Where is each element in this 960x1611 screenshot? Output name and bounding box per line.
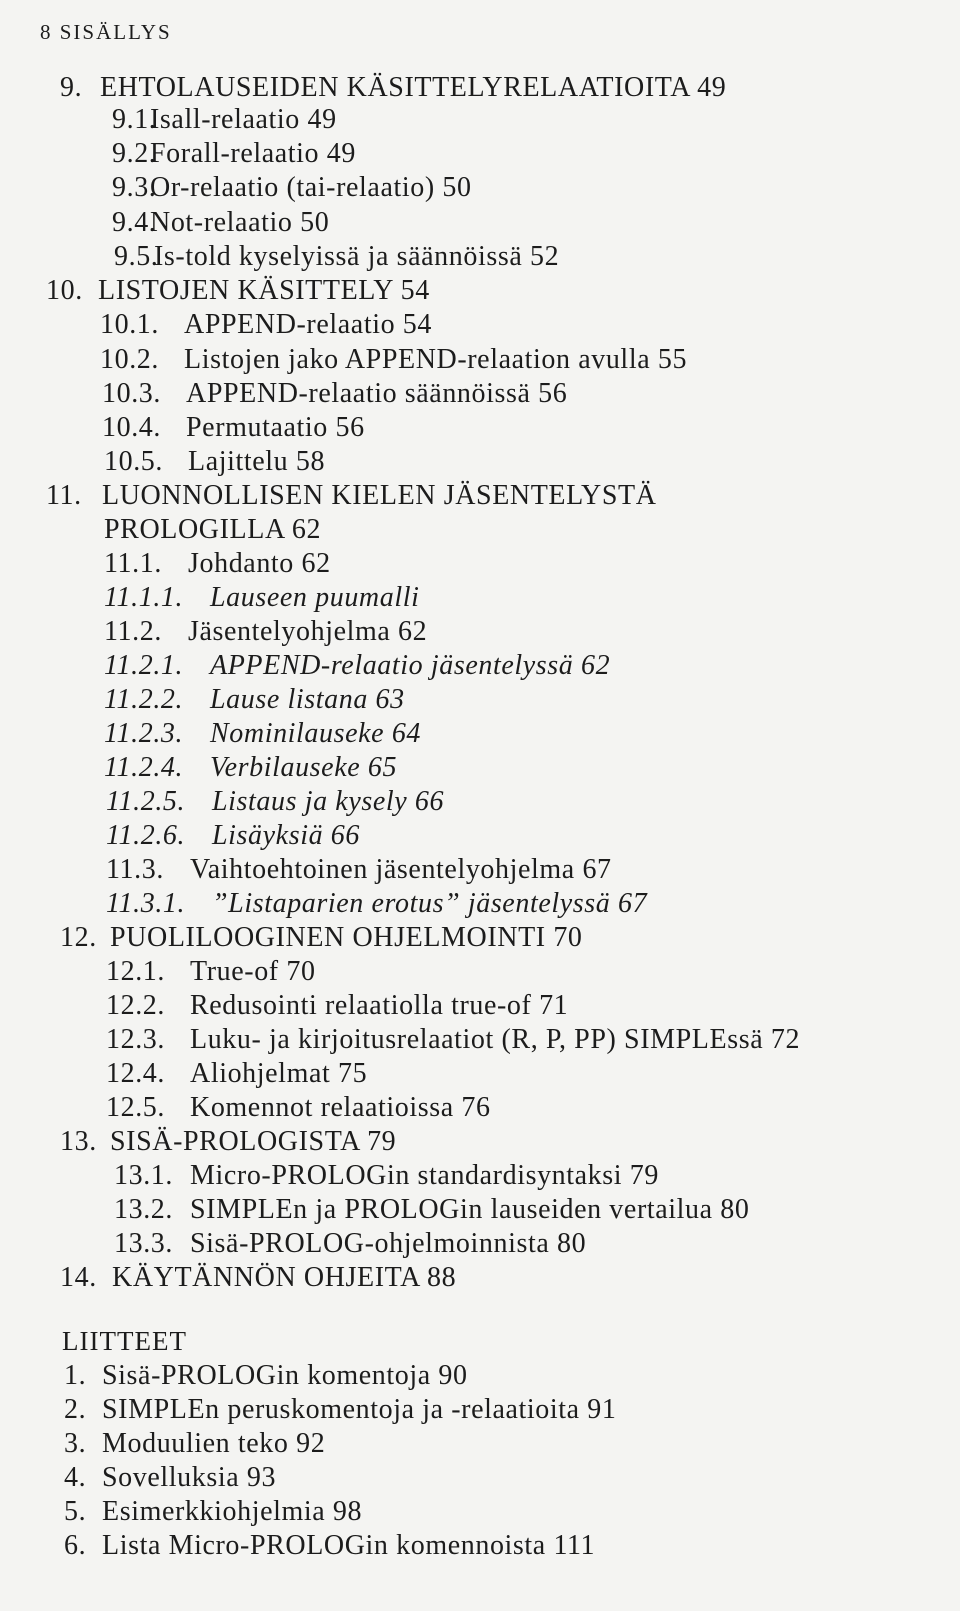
toc-number: 9. [60, 72, 83, 103]
toc-entry [114, 1160, 659, 1192]
toc-page-number: 54 [402, 309, 432, 340]
toc-number: 10.3. [102, 378, 161, 409]
toc-entry [104, 616, 427, 648]
toc-entry [106, 1092, 491, 1124]
toc-title: Listaus ja kysely [212, 786, 408, 817]
toc-page-number: 65 [367, 752, 398, 783]
appendix-page-number: 91 [587, 1394, 617, 1425]
toc-page-number: 56 [538, 378, 568, 409]
toc-number: 12.1. [106, 956, 165, 987]
appendix-number: 4. [64, 1462, 87, 1493]
toc-entry [60, 1262, 456, 1294]
toc-page-number: 70 [286, 956, 316, 987]
toc-title: True-of [190, 956, 279, 987]
appendix-page-number: 92 [296, 1428, 326, 1459]
toc-entry [106, 956, 316, 988]
toc-number: 10.5. [104, 446, 163, 477]
toc-title: Luku- ja kirjoitusrelaatiot (R, P, PP) SIMPLEssä [190, 1024, 764, 1055]
toc-title: Isall-relaatio [150, 104, 300, 135]
toc-title: Komennot relaatioissa [190, 1092, 454, 1123]
toc-page-number: 49 [697, 72, 727, 103]
toc-page-number: 54 [400, 275, 430, 306]
toc-page-number: 50 [442, 172, 472, 203]
toc-title: LUONNOLLISEN KIELEN JÄSENTELYSTÄ [102, 480, 657, 511]
appendix-page-number: 90 [438, 1360, 468, 1391]
toc-entry [106, 1024, 800, 1056]
toc-title: Vaihtoehtoinen jäsentelyohjelma [190, 854, 575, 885]
toc-title: SISÄ-PROLOGISTA [110, 1126, 360, 1157]
appendix-entry [64, 1428, 325, 1460]
toc-number: 13. [60, 1126, 97, 1157]
appendix-entry [64, 1360, 468, 1392]
appendix-number: 6. [64, 1530, 87, 1561]
appendix-title: Sisä-PROLOGin komentoja [102, 1360, 431, 1391]
running-head: 8 SISÄLLYS [40, 20, 172, 44]
toc-number: 11.2.2. [104, 684, 184, 715]
toc-page-number: 67 [617, 888, 648, 919]
toc-page-number: 75 [337, 1058, 368, 1089]
toc-page-number: 71 [539, 990, 569, 1021]
toc-entry [114, 1228, 586, 1260]
toc-title: Forall-relaatio [150, 138, 320, 169]
toc-entry [104, 514, 321, 546]
toc-entry [112, 207, 329, 239]
toc-page-number: 67 [582, 854, 612, 885]
toc-page-number: 58 [295, 446, 326, 477]
toc-title: Verbilauseke [210, 752, 361, 783]
toc-number: 12. [60, 922, 97, 953]
toc-entry [104, 582, 419, 614]
appendix-number: 1. [64, 1360, 87, 1391]
toc-page-number: 49 [326, 138, 356, 169]
toc-title: Sisä-PROLOG-ohjelmoinnista [190, 1228, 550, 1259]
toc-title: Jäsentelyohjelma [188, 616, 391, 647]
toc-title: EHTOLAUSEIDEN KÄSITTELYRELAATIOITA [100, 72, 690, 103]
toc-entry [104, 650, 610, 682]
toc-number: 14. [60, 1262, 97, 1293]
toc-entry [102, 378, 567, 410]
toc-page-number: 52 [529, 241, 560, 272]
toc-title: LISTOJEN KÄSITTELY [98, 275, 393, 306]
toc-number: 9.5. [114, 241, 159, 272]
toc-number: 9.2. [112, 138, 157, 169]
toc-page-number: 56 [335, 412, 365, 443]
toc-number: 11.2.6. [106, 820, 186, 851]
toc-entry [104, 446, 325, 478]
appendix-title: Moduulien teko [102, 1428, 289, 1459]
toc-number: 12.2. [106, 990, 165, 1021]
toc-title: Or-relaatio (tai-relaatio) [150, 172, 435, 203]
appendix-page-number: 98 [332, 1496, 363, 1527]
appendix-entry [64, 1496, 362, 1528]
toc-title: ”Listaparien erotus” jäsentelyssä [212, 888, 611, 919]
appendix-title: Lista Micro-PROLOGin komennoista [102, 1530, 546, 1561]
toc-title: Not-relaatio [150, 207, 293, 238]
appendix-number: 5. [64, 1496, 87, 1527]
toc-number: 11.2.4. [104, 752, 184, 783]
toc-page-number: 72 [770, 1024, 801, 1055]
toc-page-number: 66 [414, 786, 445, 817]
toc-number: 11.3. [106, 854, 164, 885]
toc-page-number: 62 [301, 548, 331, 579]
toc-page-number: 62 [580, 650, 611, 681]
toc-page-number: 49 [307, 104, 337, 135]
toc-entry [106, 820, 360, 852]
appendix-heading: LIITTEET [62, 1326, 187, 1356]
toc-page-number: 79 [367, 1126, 397, 1157]
toc-page-number: 62 [291, 514, 322, 545]
toc-title: APPEND-relaatio [184, 309, 396, 340]
toc-title: APPEND-relaatio säännöissä [186, 378, 531, 409]
toc-title: Aliohjelmat [190, 1058, 331, 1089]
toc-entry [114, 1194, 749, 1226]
toc-number: 12.5. [106, 1092, 165, 1123]
toc-entry [100, 309, 432, 341]
toc-number: 11.2.5. [106, 786, 186, 817]
toc-title: Nominilauseke [210, 718, 385, 749]
toc-page-number: 70 [553, 922, 583, 953]
toc-number: 13.3. [114, 1228, 173, 1259]
toc-number: 13.1. [114, 1160, 173, 1191]
toc-title: Lajittelu [188, 446, 289, 477]
toc-number: 10.1. [100, 309, 159, 340]
toc-entry [102, 412, 365, 444]
toc-number: 9.1. [112, 104, 157, 135]
appendix-title: Esimerkkiohjelmia [102, 1496, 326, 1527]
toc-title: Listojen jako APPEND-relaation avulla [184, 344, 651, 375]
toc-title: Permutaatio [186, 412, 328, 443]
toc-number: 11.1. [104, 548, 162, 579]
toc-title: Lisäyksiä [212, 820, 324, 851]
toc-number: 9.3. [112, 172, 157, 203]
toc-title: Redusointi relaatiolla true-of [190, 990, 532, 1021]
toc-entry [104, 718, 421, 750]
toc-number: 11.2. [104, 616, 162, 647]
toc-page-number: 66 [330, 820, 360, 851]
toc-title: Is-told kyselyissä ja säännöissä [154, 241, 523, 272]
toc-entry [104, 548, 331, 580]
toc-number: 11.3.1. [106, 888, 186, 919]
toc-entry [106, 990, 568, 1022]
toc-number: 11.1.1. [104, 582, 184, 613]
appendix-entry [64, 1530, 595, 1562]
appendix-page-number: 93 [246, 1462, 277, 1493]
appendix-page-number: 111 [553, 1530, 596, 1561]
toc-page-number: 79 [629, 1160, 659, 1191]
toc-title: Johdanto [188, 548, 294, 579]
toc-number: 10. [46, 275, 83, 306]
toc-number: 11. [46, 480, 82, 511]
toc-number: 12.4. [106, 1058, 165, 1089]
toc-entry [60, 922, 583, 954]
toc-entry [112, 172, 472, 204]
appendix-number: 3. [64, 1428, 87, 1459]
toc-entry [46, 275, 430, 307]
toc-entry [114, 241, 559, 273]
toc-page-number: 80 [720, 1194, 750, 1225]
toc-entry [46, 480, 657, 512]
toc-entry [106, 1058, 367, 1090]
appendix-entry [64, 1462, 276, 1494]
toc-page-number: 76 [461, 1092, 491, 1123]
appendix-entry [64, 1394, 617, 1426]
toc-entry [106, 854, 612, 886]
toc-page-number: 50 [300, 207, 330, 238]
toc-title: PROLOGILLA [104, 514, 285, 545]
toc-page-number: 88 [426, 1262, 457, 1293]
toc-entry [104, 752, 397, 784]
toc-number: 11.2.3. [104, 718, 184, 749]
toc-title: SIMPLEn ja PROLOGin lauseiden vertailua [190, 1194, 713, 1225]
toc-entry [60, 1126, 396, 1158]
toc-number: 10.2. [100, 344, 159, 375]
toc-title: KÄYTÄNNÖN OHJEITA [112, 1262, 420, 1293]
toc-page-number: 80 [556, 1228, 587, 1259]
toc-title: Lause listana [210, 684, 368, 715]
toc-number: 9.4. [112, 207, 157, 238]
toc-page-number: 63 [375, 684, 405, 715]
toc-page-number: 62 [398, 616, 428, 647]
toc-entry [112, 104, 337, 136]
toc-page-number: 64 [391, 718, 422, 749]
toc-entry [106, 786, 444, 818]
toc-number: 12.3. [106, 1024, 165, 1055]
toc-entry [104, 684, 405, 716]
toc-title: APPEND-relaatio jäsentelyssä [210, 650, 574, 681]
toc-title: Lauseen puumalli [210, 582, 420, 613]
toc-entry [100, 344, 687, 376]
toc-number: 11.2.1. [104, 650, 184, 681]
appendix-title: Sovelluksia [102, 1462, 240, 1493]
appendix-number: 2. [64, 1394, 87, 1425]
toc-page-number: 55 [657, 344, 688, 375]
toc-title: Micro-PROLOGin standardisyntaksi [190, 1160, 623, 1191]
toc-entry [60, 72, 726, 104]
toc-number: 13.2. [114, 1194, 173, 1225]
appendix-title: SIMPLEn peruskomentoja ja -relaatioita [102, 1394, 580, 1425]
toc-entry [106, 888, 647, 920]
toc-number: 10.4. [102, 412, 161, 443]
toc-entry [112, 138, 356, 170]
toc-title: PUOLILOOGINEN OHJELMOINTI [110, 922, 546, 953]
